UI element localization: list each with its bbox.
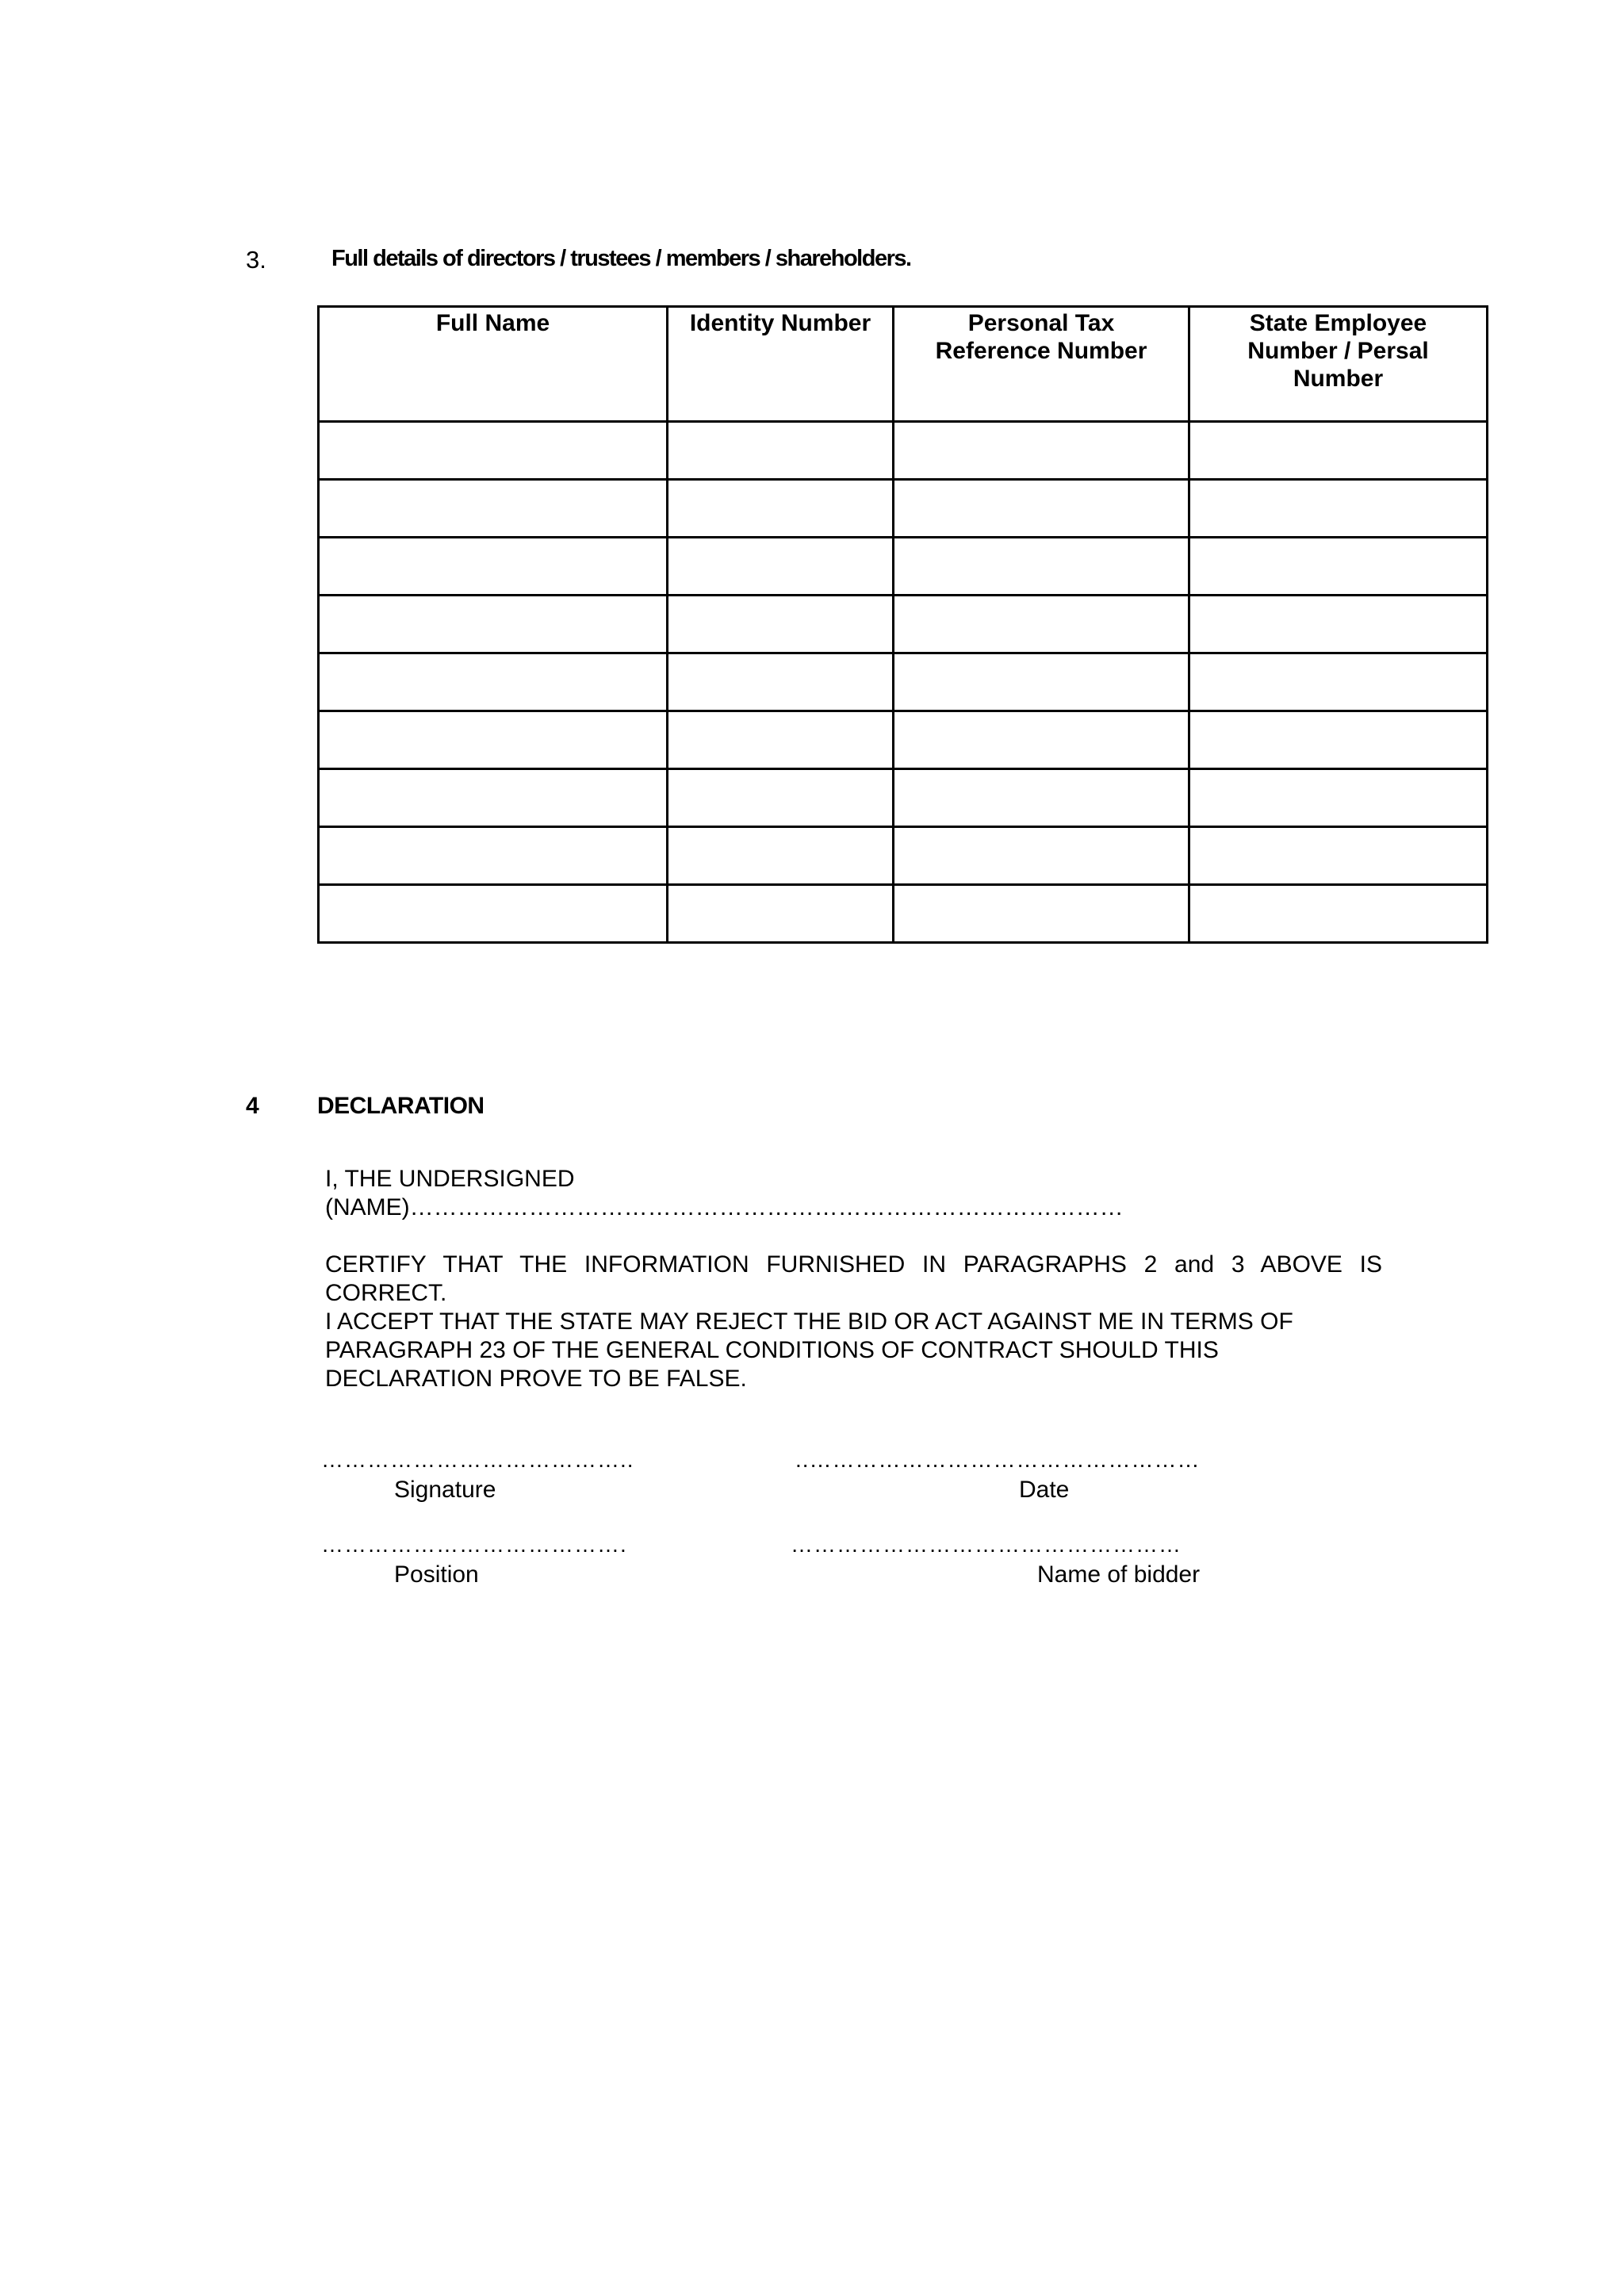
accept-line-3: DECLARATION PROVE TO BE FALSE. [325, 1366, 747, 1392]
section-3-title: Full details of directors / trustees / members / shareholders. [331, 246, 911, 271]
position-dotted-line: …………………………………. [321, 1532, 627, 1557]
section-3-number: 3. [246, 246, 266, 274]
table-cell[interactable] [668, 885, 894, 943]
table-cell[interactable] [894, 885, 1189, 943]
accept-line-1: I ACCEPT THAT THE STATE MAY REJECT THE BID OR ACT AGAINST ME IN TERMS OF [325, 1308, 1293, 1335]
table-cell[interactable] [1189, 538, 1488, 596]
signature-dotted-line: ………………………………….. [321, 1447, 634, 1472]
table-cell[interactable] [894, 711, 1189, 769]
table-body [319, 422, 1488, 943]
table-row [319, 596, 1488, 653]
header-identity-number: Identity Number [668, 307, 894, 422]
table-cell[interactable] [1189, 480, 1488, 538]
table-cell[interactable] [1189, 422, 1488, 480]
table-cell[interactable] [894, 827, 1189, 885]
table-row [319, 827, 1488, 885]
table-cell[interactable] [1189, 885, 1488, 943]
certify-line-1: CERTIFY THAT THE INFORMATION FURNISHED IN PARAGRAPHS 2 and 3 ABOVE IS [325, 1251, 1382, 1278]
table-cell[interactable] [668, 538, 894, 596]
accept-line-2: PARAGRAPH 23 OF THE GENERAL CONDITIONS OF CONTRACT SHOULD THIS [325, 1337, 1219, 1363]
directors-table [317, 305, 1488, 944]
table-cell[interactable] [668, 827, 894, 885]
table-cell[interactable] [319, 596, 668, 653]
table-cell[interactable] [319, 653, 668, 711]
table-cell[interactable] [319, 480, 668, 538]
undersigned-text: I, THE UNDERSIGNED [325, 1166, 575, 1192]
table-cell[interactable] [894, 769, 1189, 827]
header-personal-tax-reference: Personal Tax Reference Number [894, 307, 1189, 422]
header-state-employee-number: State Employee Number / Persal Number [1189, 307, 1488, 422]
table-cell[interactable] [1189, 596, 1488, 653]
table-cell[interactable] [1189, 827, 1488, 885]
table-cell[interactable] [1189, 769, 1488, 827]
table-cell[interactable] [319, 769, 668, 827]
table-cell[interactable] [319, 711, 668, 769]
table-row [319, 422, 1488, 480]
table-row [319, 653, 1488, 711]
position-label: Position [394, 1561, 479, 1588]
table-cell[interactable] [894, 653, 1189, 711]
table-cell[interactable] [894, 480, 1189, 538]
bidder-dotted-line: …………………………………………… [791, 1532, 1182, 1557]
table-cell[interactable] [668, 596, 894, 653]
table-cell[interactable] [1189, 653, 1488, 711]
table-cell[interactable] [319, 422, 668, 480]
table-row [319, 769, 1488, 827]
table-cell[interactable] [319, 538, 668, 596]
date-dotted-line: ..…………………………………………… [795, 1447, 1201, 1472]
table-row [319, 538, 1488, 596]
section-4-number: 4 [246, 1093, 259, 1119]
section-4-title: DECLARATION [317, 1093, 485, 1119]
bidder-label: Name of bidder [1037, 1561, 1201, 1588]
name-field-line: (NAME)……………………………………………………………………………… [325, 1194, 1124, 1220]
table-cell[interactable] [1189, 711, 1488, 769]
table-cell[interactable] [668, 711, 894, 769]
signature-label: Signature [394, 1477, 496, 1503]
table-cell[interactable] [894, 596, 1189, 653]
table-row [319, 885, 1488, 943]
certify-line-2: CORRECT. [325, 1280, 447, 1306]
table-cell[interactable] [668, 422, 894, 480]
table-header-row [319, 307, 1488, 422]
date-label: Date [1019, 1477, 1070, 1503]
table-cell[interactable] [894, 422, 1189, 480]
table-cell[interactable] [668, 653, 894, 711]
header-full-name: Full Name [319, 307, 668, 422]
table-row [319, 711, 1488, 769]
table-cell[interactable] [668, 480, 894, 538]
table-cell[interactable] [319, 827, 668, 885]
table-row [319, 480, 1488, 538]
table-cell[interactable] [668, 769, 894, 827]
table-cell[interactable] [319, 885, 668, 943]
table-cell[interactable] [894, 538, 1189, 596]
